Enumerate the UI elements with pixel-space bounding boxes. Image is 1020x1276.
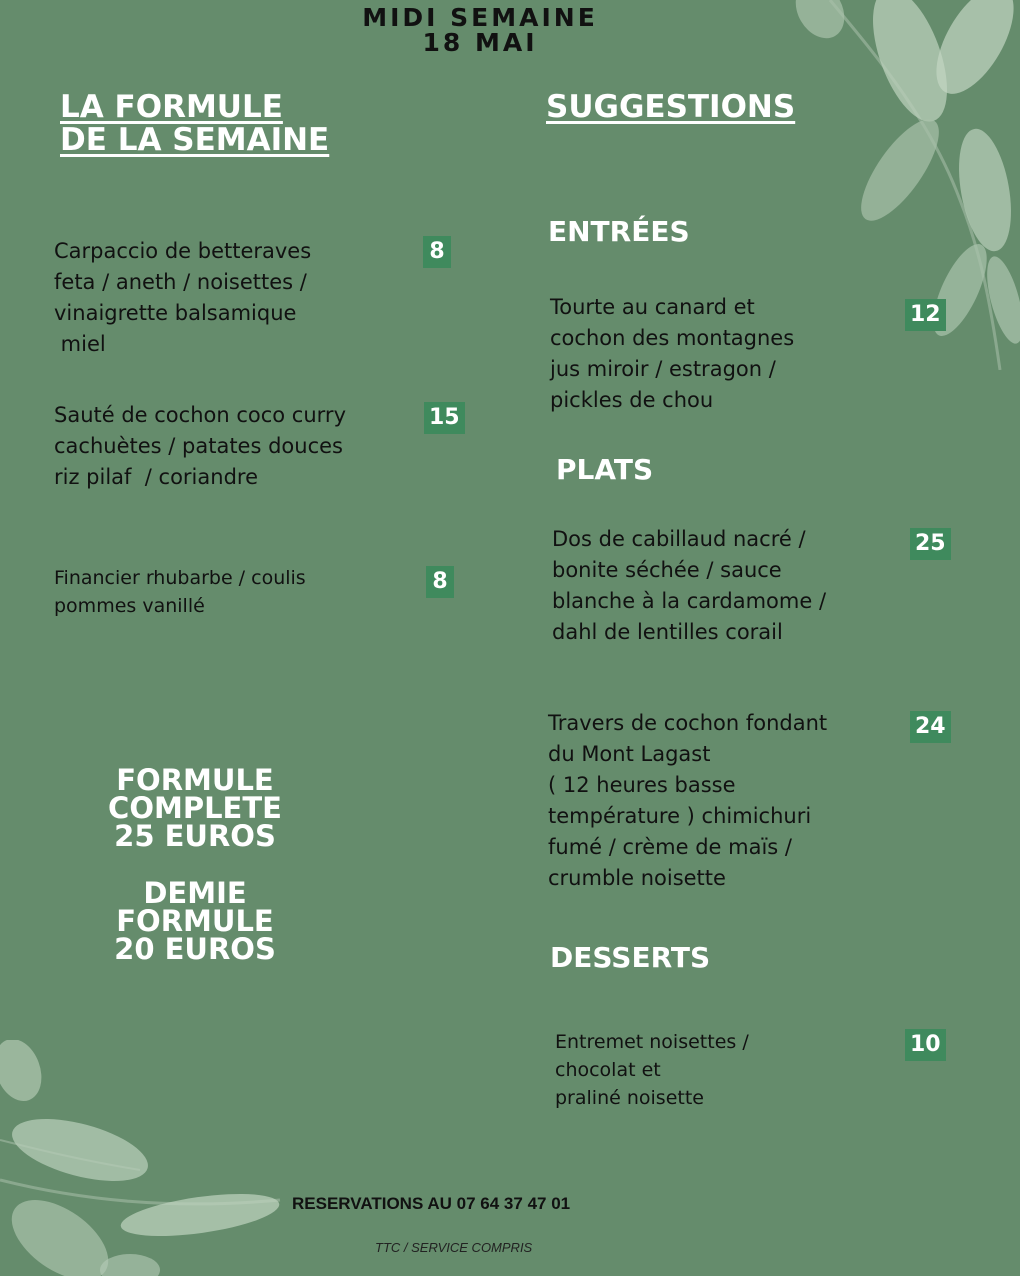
formule-title-line-2: DE LA SEMAINE <box>60 122 330 158</box>
formule-complete-line-3: 25 EUROS <box>114 819 276 853</box>
plat-item-1-line-1: Dos de cabillaud nacré / <box>552 527 806 551</box>
dessert-item-1-line-1: Entremet noisettes / <box>555 1031 749 1053</box>
header-line-2: 18 MAI <box>422 28 538 57</box>
formule-item-3-line-1: Financier rhubarbe / coulis <box>54 567 306 589</box>
plat-item-2-line-2: du Mont Lagast <box>548 742 711 766</box>
suggestions-title: SUGGESTIONS <box>546 89 796 125</box>
dessert-item-1-line-3: praliné noisette <box>555 1087 704 1109</box>
formule-item-2-line-1: Sauté de cochon coco curry <box>54 403 346 427</box>
service-note: TTC / SERVICE COMPRIS <box>375 1240 533 1255</box>
plat-item-1-line-4: dahl de lentilles corail <box>552 620 783 644</box>
formule-item-1-line-4: miel <box>54 332 106 356</box>
entree-item-1-line-4: pickles de chou <box>550 388 714 412</box>
formule-item-1-line-2: feta / aneth / noisettes / <box>54 270 307 294</box>
formule-complete-block <box>45 763 345 853</box>
plat-item-1-price-badge: 25 <box>910 528 951 560</box>
desserts-title: DESSERTS <box>550 941 711 974</box>
formule-item-1-line-3: vinaigrette balsamique <box>54 301 297 325</box>
plat-item-2-line-6: crumble noisette <box>548 866 726 890</box>
header-line-1: MIDI SEMAINE <box>362 3 598 32</box>
leaf-branch-bottom-left-icon <box>0 1040 290 1276</box>
plat-item-2-description <box>548 708 827 894</box>
plats-title: PLATS <box>556 453 654 486</box>
entree-item-1-line-2: cochon des montagnes <box>550 326 795 350</box>
formule-complete-line-1: FORMULE <box>116 763 274 797</box>
plat-item-2-line-1: Travers de cochon fondant <box>548 711 828 735</box>
entree-item-1-line-3: jus miroir / estragon / <box>550 357 776 381</box>
demie-formule-line-3: 20 EUROS <box>114 932 276 966</box>
dessert-item-1-price-badge: 10 <box>905 1029 946 1061</box>
formule-item-2-price-badge: 15 <box>424 402 465 434</box>
entree-item-1-line-1: Tourte au canard et <box>550 295 755 319</box>
formule-item-3-description <box>54 564 306 620</box>
formule-item-2-line-2: cachuètes / patates douces <box>54 434 343 458</box>
formule-complete-line-2: COMPLETE <box>108 791 282 825</box>
formule-title-line-1: LA FORMULE <box>60 89 283 125</box>
dessert-item-1-line-2: chocolat et <box>555 1059 661 1081</box>
plat-item-1-description <box>552 524 826 648</box>
plat-item-1-line-2: bonite séchée / sauce <box>552 558 782 582</box>
entrees-title: ENTRÉES <box>548 215 690 248</box>
demie-formule-line-1: DEMIE <box>143 876 247 910</box>
plat-item-2-line-5: fumé / crème de maïs / <box>548 835 792 859</box>
formule-item-1-price-badge: 8 <box>423 236 451 268</box>
entree-item-1-description <box>550 292 794 416</box>
formule-item-1-line-1: Carpaccio de betteraves <box>54 239 312 263</box>
formule-item-2-description <box>54 400 346 493</box>
plat-item-2-line-3: ( 12 heures basse <box>548 773 736 797</box>
dessert-item-1-description <box>555 1028 749 1112</box>
formule-item-3-line-2: pommes vanillé <box>54 595 205 617</box>
plat-item-2-price-badge: 24 <box>910 711 951 743</box>
plat-item-1-line-3: blanche à la cardamome / <box>552 589 827 613</box>
reservations-phone: RESERVATIONS AU 07 64 37 47 01 <box>292 1194 571 1213</box>
plat-item-2-line-4: température ) chimichuri <box>548 804 812 828</box>
demie-formule-block <box>45 876 345 966</box>
demie-formule-line-2: FORMULE <box>116 904 274 938</box>
formule-item-2-line-3: riz pilaf / coriandre <box>54 465 258 489</box>
formule-item-1-description <box>54 236 311 360</box>
formule-item-3-price-badge: 8 <box>426 566 454 598</box>
entree-item-1-price-badge: 12 <box>905 299 946 331</box>
